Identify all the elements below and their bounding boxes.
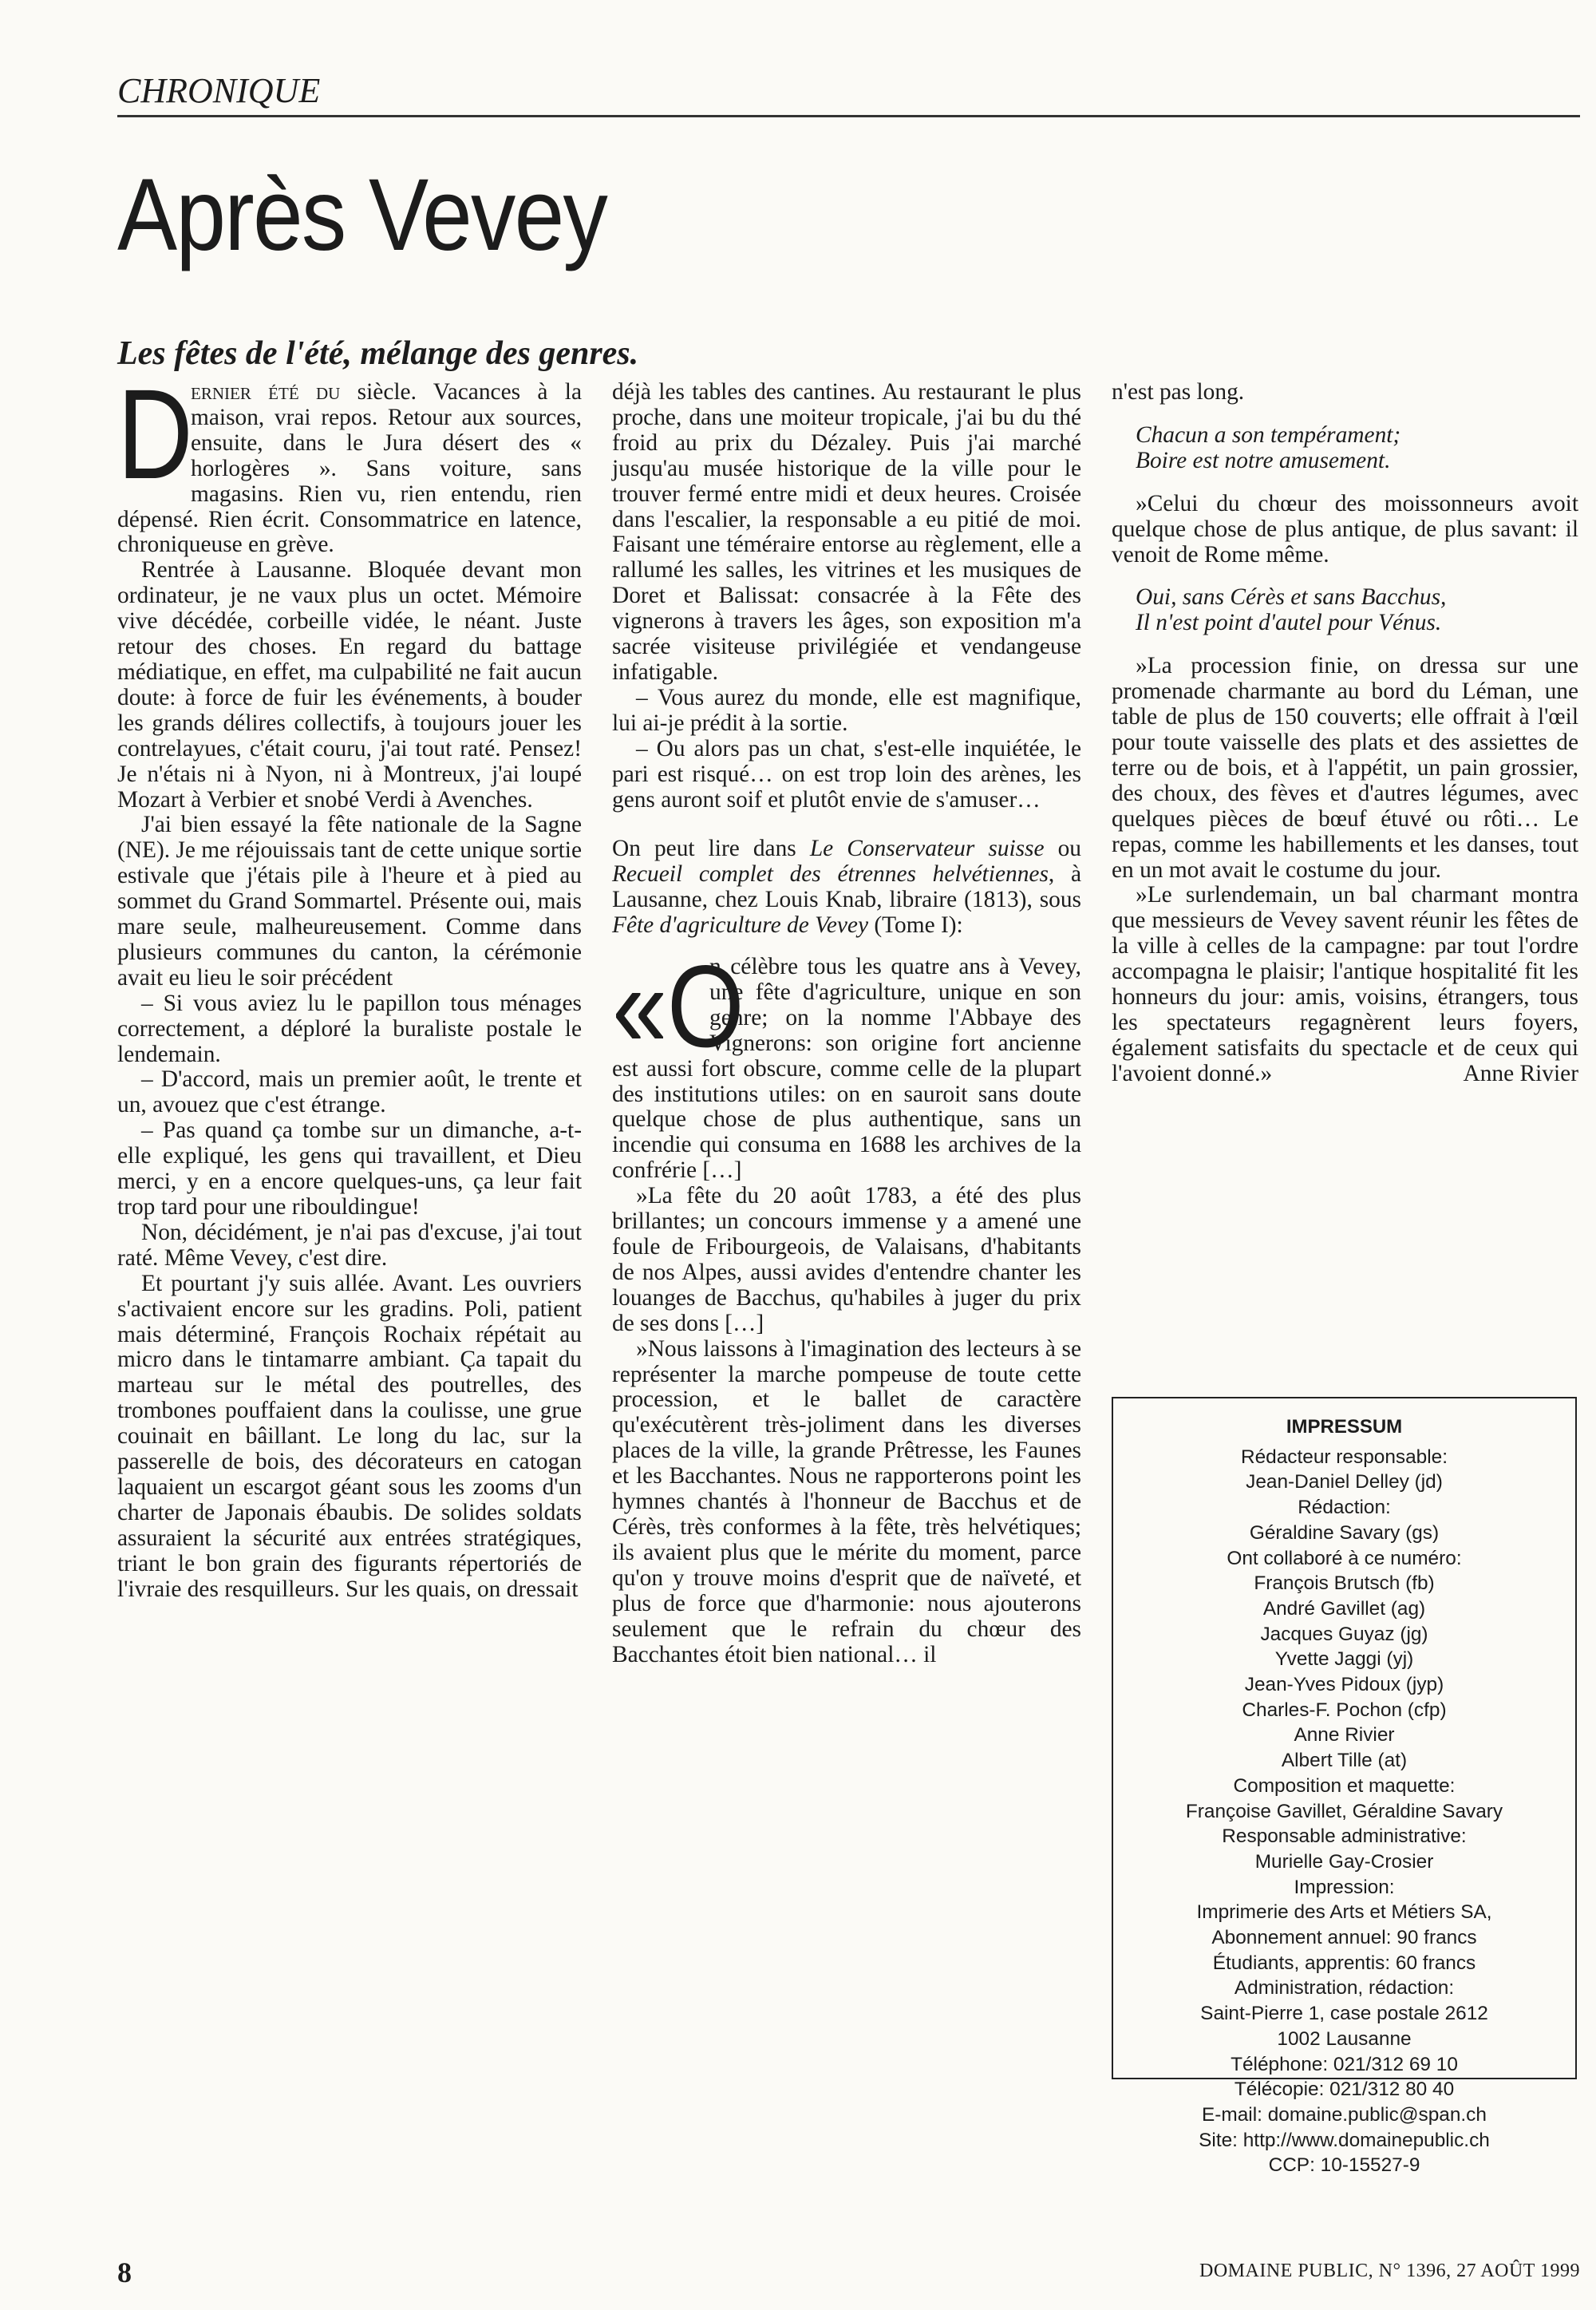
impressum-line: Composition et maquette:: [1233, 1774, 1456, 1797]
paragraph: [117, 362, 582, 558]
impressum-line: Administration, rédaction:: [1234, 1977, 1455, 1999]
quote-paragraph: »La procession finie, on dressa sur une promenade charmante au bord du Léman, une table de plus de 150 couverts; elle offrait à l'œil pour toute vaisselle des plats et des assiettes de terre ou de bois, et à l'appétit, un pain grossier, des choux, des fèves et d'autres légumes, avec quelques pièces de bœuf étuvé ou rôti… Le repas, comme les habillements et les danses, tout en un mot avait le costume du jour.: [1112, 653, 1578, 883]
book-title: Fête d'agriculture de Vevey: [612, 912, 868, 939]
impressum-line: Jean-Yves Pidoux (jyp): [1244, 1674, 1444, 1696]
impressum-line: Rédaction:: [1298, 1497, 1391, 1519]
impressum-line: Murielle Gay-Crosier: [1254, 1850, 1434, 1873]
paragraph: – Vous aurez du monde, elle est magnifique, lui ai-je prédit à la sortie.: [612, 684, 1081, 736]
column-3: [1112, 380, 1578, 1087]
impressum-line: 1002 Lausanne: [1277, 2027, 1412, 2050]
impressum-line: Charles-F. Pochon (cfp): [1242, 1699, 1447, 1721]
text: (Tome I):: [868, 912, 963, 939]
impressum-line: Yvette Jaggi (yj): [1274, 1648, 1414, 1671]
paragraph: Rentrée à Lausanne. Bloquée devant mon ordinateur, je ne vaux plus un octet. Mémoire vive décédée, corbeille vidée, le néant. Juste retour des choses. En regard du battage médiatique, en effet, ma culpabilité ne fait aucun doute: à force de fuir les événements, à bouder les grands délires collectifs, à toujours jouer les contrelayues, c'était couru, j'ai tout raté. Pensez! Je n'étais ni à Nyon, ni à Montreux, j'ai loupé Mozart à Verbier et snobé Verdi à Avenches.: [117, 557, 582, 813]
article-title: Après Vevey: [117, 158, 607, 272]
section-rubric: CHRONIQUE: [117, 70, 1580, 117]
impressum-line: CCP: 10-15527-9: [1268, 2154, 1420, 2177]
column-1: [117, 362, 582, 1603]
verse-line: Il n'est point d'autel pour Vénus.: [1136, 610, 1442, 636]
impressum-line: Abonnement annuel: 90 francs: [1211, 1927, 1477, 1949]
verse-block: [1136, 423, 1578, 474]
paragraph-text: »Le surlendemain, un bal charmant montra que messieurs de Vevey savent réunir les fêtes de la ville à celles de la campagne: par tout l'ordre accompagna le plaisir; l'antique hospitalité fit les honneurs du jour: amis, voisins, étrangers, tous les spectateurs regagnèrent leurs foyers, également satisfaits du spectacle et de ceux qui l'avoient donné.»: [1112, 882, 1578, 1086]
lead-small-caps: ernier été du: [191, 379, 341, 405]
impressum-line: Impression:: [1294, 1876, 1395, 1898]
paragraph: J'ai bien essayé la fête nationale de la Sagne (NE). Je me réjouissais tant de cette unique sortie estivale que j'étais pile à l'heure et à pied au sommet du Grand Sommartel. Présente oui, mais mare seule, malheureusement. Comme dans plusieurs communes du canton, la cérémonie avait eu lieu le soir précédent: [117, 812, 582, 991]
citation-intro: [612, 837, 1081, 939]
article-subtitle: Les fêtes de l'été, mélange des genres.: [117, 335, 639, 372]
publication-footer: DOMAINE PUBLIC, N° 1396, 27 AOÛT 1999: [1199, 2261, 1580, 2281]
book-title: Le Conservateur suisse: [809, 836, 1045, 862]
paragraph: déjà les tables des cantines. Au restaurant le plus proche, dans une moiteur tropicale, j'ai bu du thé froid au prix du Dézaley. Puis j'ai marché jusqu'au musée historique de la ville pour le trouver fermé entre midi et deux heures. Croisée dans l'escalier, la responsable a eu pitié de moi. Faisant une téméraire entorse au règlement, elle a rallumé les salles, les vitrines et les musiques de Doret et Balissat: consacrée à la Fête des vignerons à travers les âges, son exposition m'a sacrée visiteuse privilégiée et vendangeuse infatigable.: [612, 379, 1081, 685]
page-number: 8: [117, 2257, 132, 2288]
quote-paragraph: »La fête du 20 août 1783, a été des plus brillantes; un concours immense y a amené une foule de Fribourgeois, de Valaisans, d'habitants de nos Alpes, aussi avides d'entendre chanter les louanges de Bacchus, qu'habiles à juger du prix de ses dons […]: [612, 1183, 1081, 1336]
paragraph: – Pas quand ça tombe sur un dimanche, a-t-elle expliqué, les gens qui travaillent, et Dieu merci, y en a encore quelques-uns, ça leur fait trop tard pour une ribouldingue!: [117, 1117, 582, 1220]
paragraph: – Ou alors pas un chat, s'est-elle inquiétée, le pari est risqué… on est trop loin des arènes, les gens auront soif et plutôt envie de s'amuser…: [612, 735, 1081, 813]
paragraph-text: siècle. Vacances à la maison, vrai repos. Retour aux sources, ensuite, dans le Jura désert des « horlogères ». Sans voiture, sans magasins. Rien vu, rien entendu, rien dépensé. Rien écrit. Consommatrice en latence, chroniqueuse en grève.: [117, 379, 582, 558]
impressum-line: Anne Rivier: [1294, 1724, 1395, 1746]
column-2: [612, 380, 1081, 1667]
impressum-line: Géraldine Savary (gs): [1249, 1521, 1440, 1544]
quote-paragraph: [612, 941, 1081, 1184]
paragraph: – D'accord, mais un premier août, le trente et un, avouez que c'est étrange.: [117, 1066, 582, 1118]
paragraph: Non, décidément, je n'ai pas d'excuse, j'ai tout raté. Même Vevey, c'est dire.: [117, 1219, 582, 1271]
paragraph-text: n célèbre tous les quatre ans à Vevey, une fête d'agriculture, unique en son genre; on la nomme l'Abbaye des Vignerons: son origine fort ancienne est aussi fort obscure, comme celle de la plupart des institutions utiles: on en sauroit sans doute quelque chose de plus authentique, sans un incendie qui consuma en 1688 les archives de la confrérie […]: [612, 954, 1081, 1184]
impressum-line: Rédacteur responsable:: [1241, 1446, 1448, 1468]
paragraph: – Si vous aviez lu le papillon tous ménages correctement, a déploré la buraliste postale le lendemain.: [117, 990, 582, 1067]
quote-paragraph: »Nous laissons à l'imagination des lecteurs à se représenter la marche pompeuse de toute cette procession, et le ballet de caractère qu'exécutèrent très-joliment dans les diverses places de la ville, la grande Prêtresse, les Faunes et les Bacchantes. Nous ne rapporterons point les hymnes chantés à l'honneur de Bacchus et de Cérès, très conformes à la fête, très helvétiques; ils avaient plus que le mérite du moment, parce qu'on y trouve moins d'esprit que de naïveté, et plus de force que d'harmonie: nous ajouterons seulement que le refrain du chœur des Bacchantes étoit bien national… il: [612, 1335, 1081, 1667]
impressum-email: E-mail: domaine.public@span.ch: [1202, 2103, 1487, 2126]
text: ou: [1044, 836, 1081, 862]
impressum-box: [1112, 1397, 1577, 2177]
impressum-line: Responsable administrative:: [1222, 1825, 1467, 1848]
drop-cap: «O: [612, 941, 745, 1072]
impressum-line: Ont collaboré à ce numéro:: [1227, 1547, 1462, 1569]
impressum-line: Étudiants, apprentis: 60 francs: [1212, 1952, 1476, 1974]
impressum-line: Jacques Guyaz (jg): [1260, 1623, 1428, 1645]
impressum-site: Site: http://www.domainepublic.ch: [1199, 2129, 1490, 2151]
impressum-line: Albert Tille (at): [1281, 1750, 1408, 1772]
text: , à Lausanne, chez Louis Knab, libraire (1813), sous: [612, 861, 1081, 913]
book-title: Recueil complet des étrennes helvétiennes: [612, 861, 1049, 888]
impressum-line: Imprimerie des Arts et Métiers SA,: [1196, 1901, 1492, 1924]
impressum-line: Françoise Gavillet, Géraldine Savary: [1185, 1800, 1503, 1822]
quote-paragraph: [1112, 883, 1578, 1086]
verse-block: [1136, 585, 1578, 636]
impressum-line: Télécopie: 021/312 80 40: [1234, 2079, 1455, 2101]
drop-cap: D: [117, 362, 193, 505]
verse-line: Chacun a son tempérament;: [1136, 421, 1401, 448]
quote-paragraph: »Celui du chœur des moissonneurs avoit quelque chose de plus antique, de plus savant: il venoit de Rome même.: [1112, 490, 1578, 568]
impressum-line: Jean-Daniel Delley (jd): [1246, 1471, 1443, 1493]
verse-line: Boire est notre amusement.: [1136, 447, 1391, 473]
impressum-line: Téléphone: 021/312 69 10: [1231, 2053, 1458, 2075]
impressum-line: François Brutsch (fb): [1254, 1572, 1435, 1595]
verse-line: Oui, sans Cérès et sans Bacchus,: [1136, 584, 1447, 611]
impressum-line: André Gavillet (ag): [1262, 1597, 1426, 1620]
paragraph: Et pourtant j'y suis allée. Avant. Les ouvriers s'activaient encore sur les gradins. Poli, patient mais déterminé, François Rochaix répétait au micro dans le tintamarre ambiant. Ça tapait du marteau sur le métal des poutrelles, des trombones pouffaient dans la coulisse, une grue couinait en bâillant. Le long du lac, sur la passerelle de bois, des décorateurs en catogan laquaient un escargot géant sous les zooms d'un charter de Japonais ébaubis. De solides soldats assuraient la sécurité aux entrées stratégiques, triant le bon grain des figurants répertoriés de l'ivraie des resquilleurs. Sur les quais, on dressait: [117, 1270, 582, 1602]
text: On peut lire dans: [612, 836, 810, 862]
impressum-heading: IMPRESSUM: [1286, 1416, 1403, 1438]
author-signature: Anne Rivier: [1463, 1060, 1578, 1086]
paragraph: n'est pas long.: [1112, 379, 1245, 405]
impressum-line: Saint-Pierre 1, case postale 2612: [1200, 2003, 1488, 2025]
